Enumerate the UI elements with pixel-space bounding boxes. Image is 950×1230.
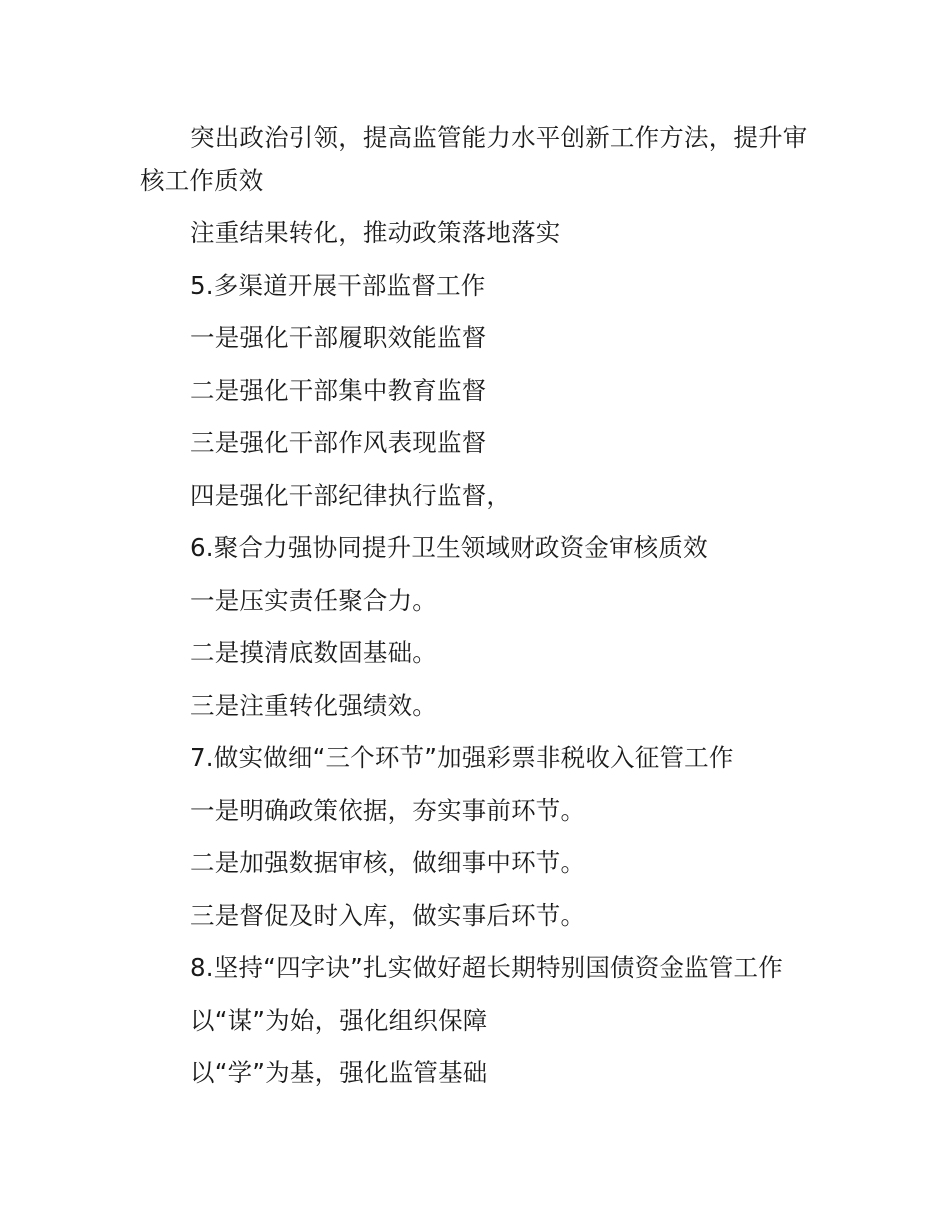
paragraph: 一是强化干部履职效能监督 [190, 323, 487, 352]
section-heading: 6.聚合力强协同提升卫生领域财政资金审核质效 [190, 533, 708, 562]
paragraph: 二是强化干部集中教育监督 [190, 375, 487, 405]
paragraph: 以“学”为基，强化监管基础 [190, 1058, 488, 1087]
section-heading: 5.多渠道开展干部监督工作 [190, 270, 486, 300]
paragraph: 二是加强数据审核，做细事中环节。 [190, 848, 586, 877]
paragraph: 注重结果转化，推动政策落地落实 [190, 218, 561, 247]
paragraph: 一是明确政策依据，夯实事前环节。 [190, 795, 586, 825]
paragraph: 三是督促及时入库，做实事后环节。 [190, 900, 586, 930]
paragraph: 二是摸清底数固基础。 [190, 638, 437, 667]
paragraph: 三是注重转化强绩效。 [190, 690, 437, 720]
paragraph: 三是强化干部作风表现监督 [190, 428, 487, 457]
section-heading: 7.做实做细“三个环节”加强彩票非税收入征管工作 [190, 743, 734, 772]
paragraph: 四是强化干部纪律执行监督， [190, 480, 512, 510]
paragraph: 突出政治引领，提高监管能力水平创新工作方法，提升审核工作质效 [140, 123, 808, 195]
paragraph: 以“谋”为始，强化组织保障 [190, 1005, 488, 1035]
section-heading: 8.坚持“四字诀”扎实做好超长期特别国债资金监管工作 [190, 953, 783, 982]
paragraph: 一是压实责任聚合力。 [190, 585, 437, 615]
document-body [140, 116, 820, 1104]
